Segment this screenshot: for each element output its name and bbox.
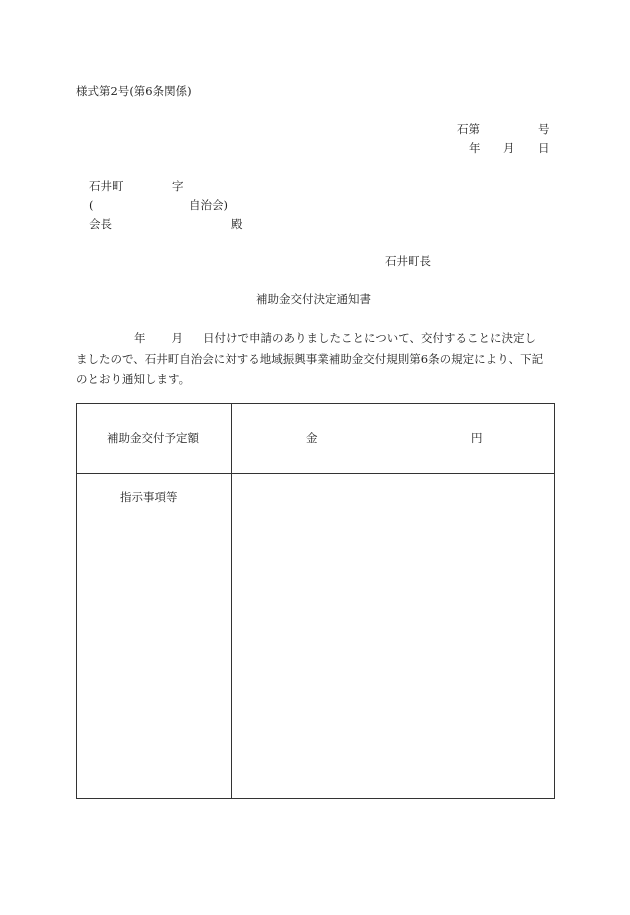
table-row-divider bbox=[77, 473, 554, 474]
date-month: 月 bbox=[503, 141, 515, 155]
body-line-1 bbox=[76, 328, 554, 349]
date-year: 年 bbox=[469, 141, 481, 155]
body-paragraph bbox=[76, 328, 554, 390]
row-label-subsidy-amount: 補助金交付予定額 bbox=[107, 431, 199, 445]
amount-suffix: 円 bbox=[471, 431, 483, 445]
body-month: 月 bbox=[171, 331, 183, 345]
row-label-instructions: 指示事項等 bbox=[120, 490, 178, 504]
body-year: 年 bbox=[134, 331, 146, 345]
sender: 石井町長 bbox=[385, 254, 431, 268]
body-line-1-rest: 日付けで申請のありましたことについて、交付することに決定し bbox=[203, 331, 537, 345]
date-day: 日 bbox=[538, 141, 550, 155]
addressee-honorific: 殿 bbox=[231, 217, 243, 231]
form-label: 様式第2号(第6条関係) bbox=[76, 84, 192, 98]
doc-number-suffix: 号 bbox=[538, 122, 550, 136]
body-line-3: のとおり通知します。 bbox=[76, 372, 191, 386]
addressee-paren-open: ( bbox=[89, 198, 94, 212]
addressee-chairman: 会長 bbox=[89, 217, 112, 231]
addressee-town: 石井町 bbox=[89, 179, 124, 193]
addressee-aza: 字 bbox=[172, 179, 184, 193]
document-title: 補助金交付決定通知書 bbox=[256, 292, 371, 306]
amount-prefix: 金 bbox=[306, 431, 318, 445]
addressee-association: 自治会) bbox=[189, 198, 228, 212]
body-line-2: ましたので、石井町自治会に対する地域振興事業補助金交付規則第6条の規定により、下記 bbox=[76, 351, 544, 366]
subsidy-table bbox=[76, 403, 555, 799]
doc-number-prefix: 石第 bbox=[457, 122, 480, 136]
table-column-divider bbox=[231, 404, 232, 798]
